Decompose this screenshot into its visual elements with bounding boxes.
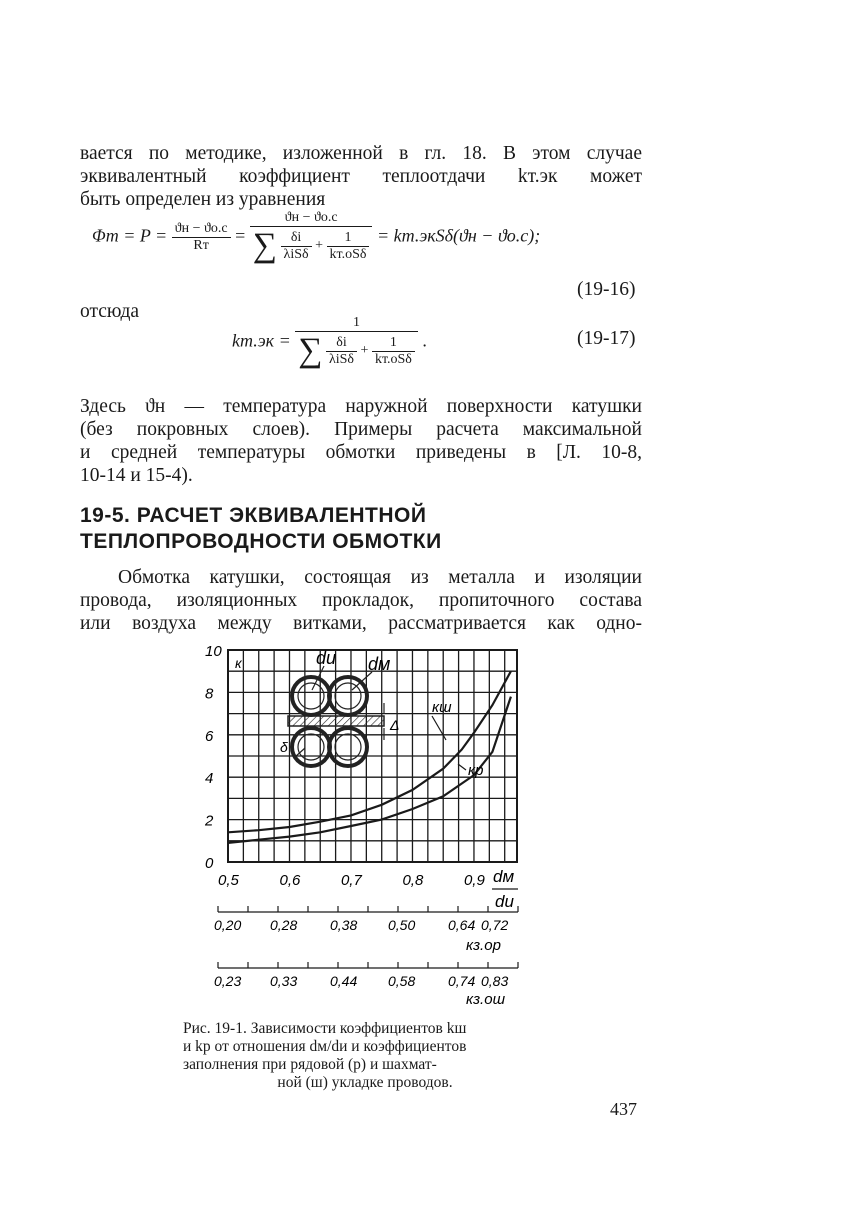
axis-kz-osh-tick-label: 0,23 — [214, 973, 242, 989]
y-tick-label: 10 — [205, 643, 222, 660]
eq-rhs: = kт.экSδ(ϑн − ϑо.с); — [376, 225, 541, 246]
eq-lhs: kт.эк = — [232, 330, 291, 351]
axis-kz-or-tick-label: 0,64 — [448, 917, 476, 933]
equation-19-17: kт.эк = 1 ∑ $\frac{\delta i}{\text{λiSδ}}$ + $\frac{1}{\text{kт.оSδ}}$ . — [232, 315, 427, 369]
axis-kz-osh-tick-label: 0,83 — [481, 973, 509, 989]
caption-line: заполнения при рядовой (р) и шахмат- — [183, 1056, 437, 1073]
y-tick-label: 4 — [205, 770, 214, 788]
axis-kz-osh-tick-label: 0,44 — [330, 973, 358, 989]
fraction-sum: ϑн − ϑо.с ∑ $\frac{\delta i}{\text{λiSδ}}$ + $\frac{1}{\text{kт.оSδ}}$ — [250, 210, 373, 265]
axis-kz-or-tick-label: 0,50 — [388, 917, 416, 933]
axis-kz-or-tick-label: 0,20 — [214, 917, 242, 933]
y-tick-label: 8 — [205, 685, 214, 703]
y-tick-label: 0 — [205, 855, 214, 872]
inset-label-delta: Δ — [390, 717, 400, 733]
text-line: провода, изоляционных прокладок, пропиточного состава — [80, 590, 642, 611]
figure-caption — [183, 1020, 547, 1092]
text-line: вается по методике, изложенной в гл. 18. В этом случае — [80, 143, 642, 164]
caption-line: и kр от отношения dм/dи и коэффициентов — [183, 1038, 467, 1055]
inset-label-delta-small: δ — [280, 739, 288, 755]
eq-lhs: Φт = P = — [92, 225, 168, 246]
series-line-0 — [228, 671, 511, 832]
heading-line: 19-5. РАСЧЕТ ЭКВИВАЛЕНТНОЙ — [80, 504, 427, 527]
axis-kz-or-label: кз.ор — [466, 937, 501, 954]
text-line: 10-14 и 15-4). — [80, 465, 193, 486]
text-line: и средней температуры обмотки приведены в [Л. 10-8, — [80, 442, 642, 463]
axis-kz-osh-label: кз.ош — [466, 991, 506, 1008]
x-axis-label-den: dи — [495, 892, 514, 911]
fraction: $\frac{ϑн - ϑо.с}{Rт}$ — [172, 221, 231, 254]
axis-kz-or-tick-label: 0,38 — [330, 917, 358, 933]
equation-19-16: Φт = P = $\frac{ϑн - ϑо.с}{Rт}$ = ϑн − ϑо.с ∑ $\frac{\delta i}{\text{λiSδ}}$ + $\frac{1}{\text{kт.оSδ}}$ = kт.экSδ(ϑн − ϑо.с); — [92, 210, 541, 264]
axis-kz-or-tick-label: 0,72 — [481, 917, 509, 933]
axis-kz-osh-tick-label: 0,58 — [388, 973, 416, 989]
fraction-sum: 1 ∑ $\frac{\delta i}{\text{λiSδ}}$ + $\frac{1}{\text{kт.оSδ}}$ — [295, 315, 418, 370]
text-line: Здесь ϑн — температура наружной поверхности катушки — [80, 396, 642, 417]
x-tick-label: 0,5 — [218, 872, 239, 889]
y-tick-label: 2 — [205, 812, 214, 830]
text-line: эквивалентный коэффициент теплоотдачи kт.эк может — [80, 166, 642, 187]
equation-number: (19-16) — [577, 279, 636, 300]
caption-line: Рис. 19-1. Зависимости коэффициентов kш — [183, 1020, 467, 1037]
x-axis-label-num: dм — [493, 867, 515, 886]
y-tick-label: 6 — [205, 727, 214, 745]
axis-kz-osh-tick-label: 0,33 — [270, 973, 298, 989]
inset-label-dm: dм — [368, 654, 391, 674]
x-tick-label: 0,7 — [340, 872, 362, 889]
insulation-strip — [288, 716, 384, 726]
text-line: Обмотка катушки, состоящая из металла и изоляции — [118, 567, 642, 588]
equation-number: (19-17) — [577, 328, 636, 349]
text-line: или воздуха между витками, рассматривается как одно- — [80, 613, 642, 634]
heading-line: ТЕПЛОПРОВОДНОСТИ ОБМОТКИ — [80, 530, 442, 553]
axis-kz-or-tick-label: 0,28 — [270, 917, 298, 933]
text-line: (без покровных слоев). Примеры расчета максимальной — [80, 419, 642, 440]
text-otsyuda: отсюда — [80, 301, 140, 322]
series-label-kр: кр — [468, 762, 484, 779]
text-line: быть определен из уравнения — [80, 189, 326, 210]
x-tick-label: 0,8 — [402, 872, 424, 889]
axis-kz-osh-tick-label: 0,74 — [448, 973, 476, 989]
page-number: 437 — [610, 1099, 637, 1119]
y-axis-label: к — [235, 655, 242, 671]
series-label-kш: кш — [432, 699, 452, 716]
chart-grid — [228, 650, 517, 862]
series-label-kш-leader — [432, 716, 446, 740]
x-tick-label: 0,9 — [463, 872, 485, 889]
x-tick-label: 0,6 — [279, 872, 301, 889]
chart-series — [228, 671, 511, 843]
inset-label-du: dи — [316, 648, 337, 668]
caption-line: ной (ш) укладке проводов. — [277, 1074, 453, 1091]
